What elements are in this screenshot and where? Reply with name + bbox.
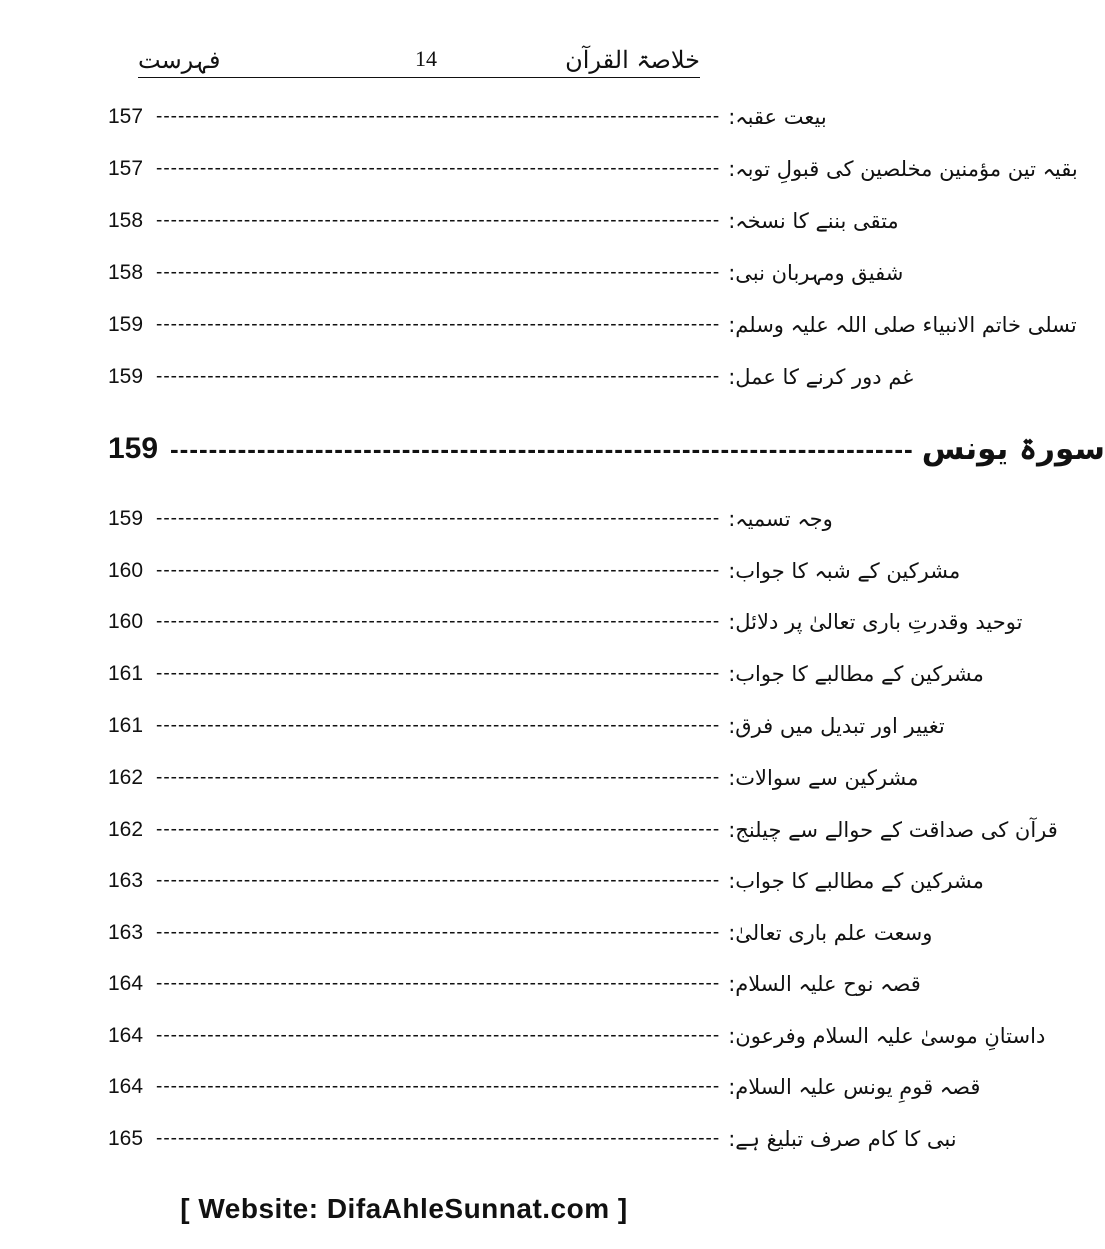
header-book-title: خلاصۃ القرآن [565, 46, 700, 74]
toc-leader: ----------------------------------------------------------------------------- [156, 158, 721, 179]
website-footer: [ Website: DifaAhleSunnat.com ] [180, 1193, 628, 1224]
toc-entry[interactable] [108, 755, 919, 801]
header-page-number: 14 [415, 46, 437, 71]
toc-title: مشرکین کے مطالبے کا جواب: [728, 662, 984, 686]
toc-leader: ----------------------------------------------------------------------------- [156, 870, 721, 891]
toc-entry[interactable] [108, 496, 833, 542]
toc-entry[interactable] [108, 548, 961, 594]
toc-page-number: 163 [108, 921, 144, 944]
toc-entry[interactable] [108, 703, 945, 749]
toc-page-number: 162 [108, 818, 144, 841]
toc-leader: ----------------------------------------------------------------------------- [156, 767, 721, 788]
toc-title: نبی کا کام صرف تبلیغ ہے: [728, 1127, 957, 1151]
toc-page-number: 158 [108, 209, 144, 232]
toc-leader: ----------------------------------------------------------------------------- [156, 715, 721, 736]
toc-leader: ----------------------------------------------------------------------------- [156, 314, 721, 335]
toc-title: وسعت علم باری تعالیٰ: [728, 921, 933, 945]
toc-leader: ----------------------------------------------------------------------------- [156, 663, 721, 684]
toc-leader: ----------------------------------------------------------------------------- [156, 210, 721, 231]
toc-title: قرآن کی صداقت کے حوالے سے چیلنج: [728, 818, 1058, 842]
header-rule [138, 77, 700, 78]
toc-page-number: 160 [108, 610, 144, 633]
toc-page-number: 160 [108, 559, 144, 582]
toc-title: مشرکین کے مطالبے کا جواب: [728, 869, 984, 893]
toc-title: وجہ تسمیہ: [728, 507, 833, 531]
page-header [138, 40, 700, 78]
toc-entry[interactable] [108, 1116, 957, 1162]
toc-entry[interactable] [108, 198, 899, 244]
toc-entry[interactable] [108, 1013, 1046, 1059]
toc-entry[interactable] [108, 146, 1078, 192]
toc-section-heading[interactable] [108, 422, 1105, 476]
toc-title: متقی بننے کا نسخہ: [728, 209, 899, 233]
toc-entry[interactable] [108, 94, 827, 140]
section-leader: ----------------------------------------------------------------------------- [170, 433, 914, 464]
toc-entry[interactable] [108, 961, 921, 1007]
toc-leader: ----------------------------------------------------------------------------- [156, 560, 721, 581]
toc-page-number: 163 [108, 869, 144, 892]
toc-title: مشرکین کے شبہ کا جواب: [728, 559, 961, 583]
toc-page-number: 159 [108, 365, 144, 388]
toc-leader: ----------------------------------------------------------------------------- [156, 1128, 721, 1149]
toc-page-number: 164 [108, 1024, 144, 1047]
toc-leader: ----------------------------------------------------------------------------- [156, 1025, 721, 1046]
toc-entry[interactable] [108, 354, 914, 400]
toc-title: مشرکین سے سوالات: [728, 766, 919, 790]
toc-entry[interactable] [108, 250, 904, 296]
toc-entry[interactable] [108, 1064, 981, 1110]
toc-page-number: 161 [108, 662, 144, 685]
toc-entry[interactable] [108, 302, 1077, 348]
toc-title: بقیہ تین مؤمنین مخلصین کی قبولِ توبہ: [728, 157, 1078, 181]
toc-entry[interactable] [108, 858, 984, 904]
toc-title: قصہ قومِ یونس علیہ السلام: [728, 1075, 981, 1099]
toc-leader: ----------------------------------------------------------------------------- [156, 262, 721, 283]
toc-leader: ----------------------------------------------------------------------------- [156, 366, 721, 387]
toc-title: توحید وقدرتِ باری تعالیٰ پر دلائل: [728, 610, 1023, 634]
header-section-label: فہرست [138, 46, 221, 74]
toc-entry[interactable] [108, 807, 1058, 853]
toc-title: بیعت عقبہ: [728, 105, 827, 129]
toc-page-number: 164 [108, 1075, 144, 1098]
toc-leader: ----------------------------------------------------------------------------- [156, 922, 721, 943]
toc-title: شفیق ومہربان نبی: [728, 261, 904, 285]
toc-page-number: 158 [108, 261, 144, 284]
toc-leader: ----------------------------------------------------------------------------- [156, 106, 721, 127]
toc-page-number: 157 [108, 157, 144, 180]
toc-title: تغییر اور تبدیل میں فرق: [728, 714, 945, 738]
toc-page-number: 159 [108, 313, 144, 336]
section-title: سورۃ یونس [921, 431, 1105, 467]
toc-entry[interactable] [108, 910, 933, 956]
toc-page-number: 157 [108, 105, 144, 128]
toc-entry[interactable] [108, 651, 984, 697]
toc-page-number: 164 [108, 972, 144, 995]
toc-leader: ----------------------------------------------------------------------------- [156, 611, 721, 632]
toc-leader: ----------------------------------------------------------------------------- [156, 819, 721, 840]
toc-entry[interactable] [108, 599, 1023, 645]
toc-leader: ----------------------------------------------------------------------------- [156, 508, 721, 529]
toc-title: غم دور کرنے کا عمل: [728, 365, 914, 389]
toc-page-number: 161 [108, 714, 144, 737]
toc-page-number: 159 [108, 507, 144, 530]
toc-title: تسلی خاتم الانبیاء صلی اللہ علیہ وسلم: [728, 313, 1077, 337]
toc-page-number: 162 [108, 766, 144, 789]
section-page-number: 159 [108, 432, 159, 465]
toc-leader: ----------------------------------------------------------------------------- [156, 973, 721, 994]
toc-page-number: 165 [108, 1127, 144, 1150]
toc-title: داستانِ موسیٰ علیہ السلام وفرعون: [728, 1024, 1046, 1048]
toc-title: قصہ نوح علیہ السلام: [728, 972, 921, 996]
toc-leader: ----------------------------------------------------------------------------- [156, 1076, 721, 1097]
